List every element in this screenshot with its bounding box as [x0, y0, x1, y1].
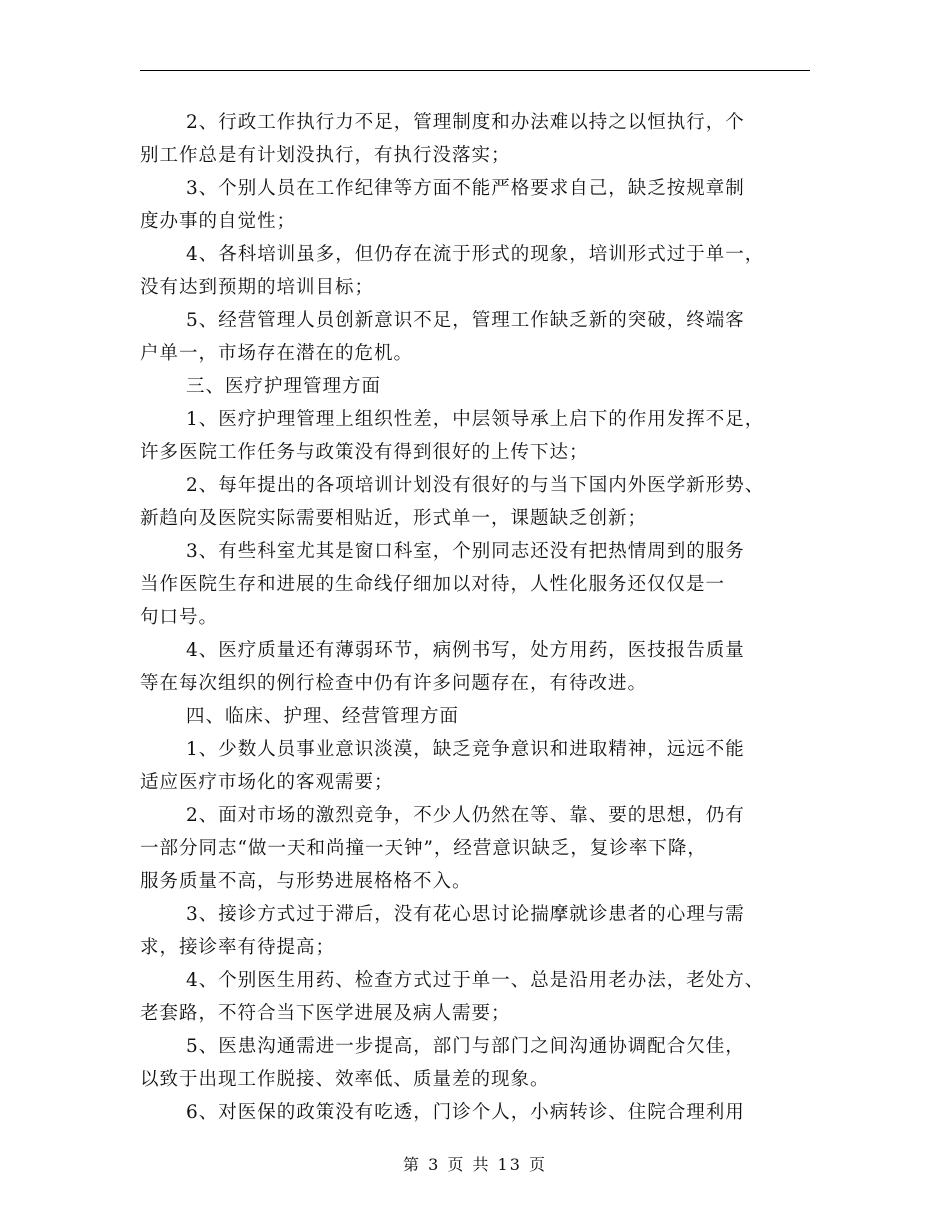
text-line: 1、医疗护理管理上组织性差，中层领导承上启下的作用发挥不足， — [186, 409, 765, 430]
text-line: 别工作总是有计划没执行，有执行没落实； — [140, 145, 511, 166]
text-line: 2、每年提出的各项培训计划没有很好的与当下国内外医学新形势、 — [186, 475, 765, 496]
text-line: 3、接诊方式过于滞后，没有花心思讨论揣摩就诊患者的心理与需 — [186, 904, 745, 925]
text-line: 3、有些科室尤其是窗口科室，个别同志还没有把热情周到的服务 — [186, 541, 745, 562]
document-body — [140, 106, 820, 1129]
text-line: 许多医院工作任务与政策没有得到很好的上传下达； — [140, 442, 589, 463]
text-line: 4、个别医生用药、检查方式过于单一、总是沿用老办法，老处方、 — [186, 970, 765, 991]
text-line: 1、少数人员事业意识淡漠，缺乏竞争意识和进取精神，远远不能 — [186, 739, 745, 760]
text-line: 4、各科培训虽多，但仍存在流于形式的现象，培训形式过于单一， — [186, 244, 765, 265]
text-line: 一部分同志“做一天和尚撞一天钟”，经营意识缺乏，复诊率下降， — [140, 838, 707, 859]
text-line: 以致于出现工作脱接、效率低、质量差的现象。 — [140, 1069, 550, 1090]
page-footer: 第 3 页 共 13 页 — [403, 1155, 547, 1174]
text-line: 老套路，不符合当下医学进展及病人需要； — [140, 1003, 511, 1024]
text-line: 求，接诊率有待提高； — [140, 937, 336, 958]
text-line: 度办事的自觉性； — [140, 211, 297, 232]
text-line: 适应医疗市场化的客观需要； — [140, 772, 394, 793]
text-line: 服务质量不高，与形势进展格格不入。 — [140, 871, 472, 892]
text-line: 句口号。 — [140, 607, 219, 628]
text-line: 当作医院生存和进展的生命线仔细加以对待，人性化服务还仅仅是一 — [140, 574, 726, 595]
text-line: 6、对医保的政策没有吃透，门诊个人，小病转诊、住院合理利用 — [186, 1102, 745, 1123]
text-line: 2、行政工作执行力不足，管理制度和办法难以持之以恒执行，个 — [186, 112, 745, 133]
text-line: 4、医疗质量还有薄弱环节，病例书写，处方用药，医技报告质量 — [186, 640, 745, 661]
text-line: 新趋向及医院实际需要相贴近，形式单一，课题缺乏创新； — [140, 508, 648, 529]
header-rule — [140, 70, 810, 71]
text-line: 没有达到预期的培训目标； — [140, 277, 375, 298]
text-line: 2、面对市场的激烈竞争，不少人仍然在等、靠、要的思想，仍有 — [186, 805, 745, 826]
text-line: 三、医疗护理管理方面 — [186, 376, 382, 397]
text-line: 等在每次组织的例行检查中仍有许多问题存在，有待改进。 — [140, 673, 648, 694]
text-line: 户单一，市场存在潜在的危机。 — [140, 343, 414, 364]
text-line: 3、个别人员在工作纪律等方面不能严格要求自己，缺乏按规章制 — [186, 178, 745, 199]
text-line: 5、医患沟通需进一步提高，部门与部门之间沟通协调配合欠佳， — [186, 1036, 745, 1057]
text-line: 四、临床、护理、经营管理方面 — [186, 706, 460, 727]
text-line: 5、经营管理人员创新意识不足，管理工作缺乏新的突破，终端客 — [186, 310, 745, 331]
